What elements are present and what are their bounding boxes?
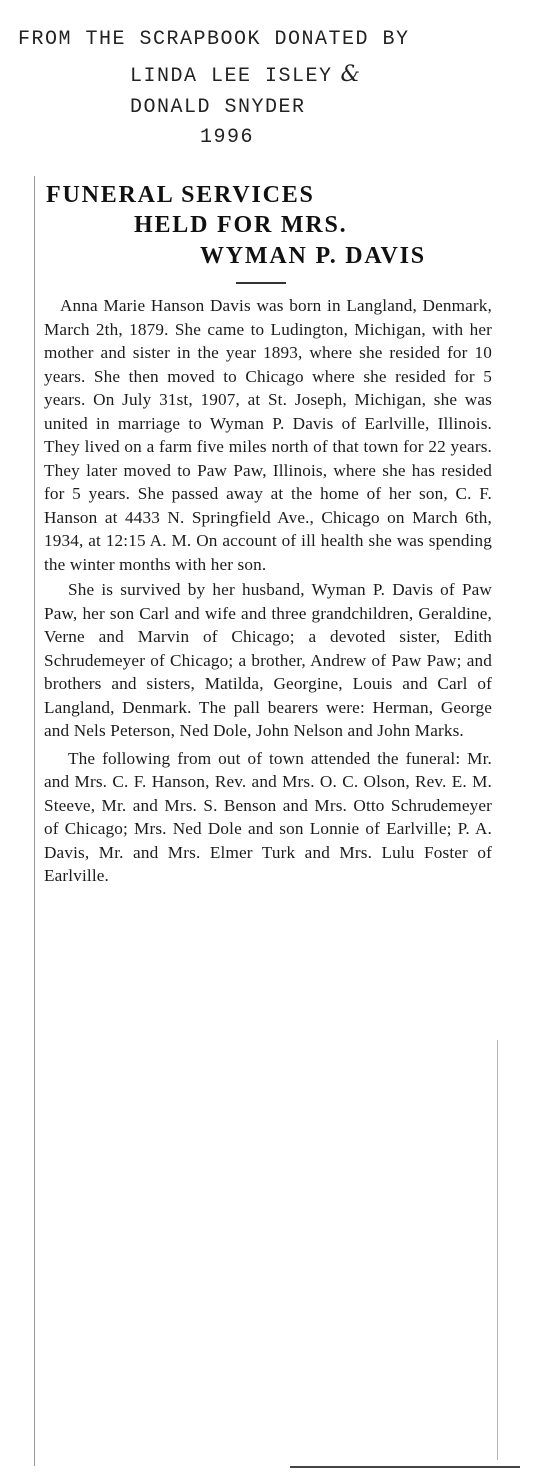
donor-name-1: LINDA LEE ISLEY [130,65,333,88]
article-paragraph-1: Anna Marie Hanson Davis was born in Langland, Denmark, March 2th, 1879. She came to Ludington, Michigan, with her mother and sister in the year 1893, where she resided for 10 years. She then moved to Chicago where she resided for 5 years. On July 31st, 1907, at St. Joseph, Michigan, she was united in marriage to Wyman P. Davis of Earlville, Illinois. They lived on a farm five miles north of that town for 22 years. They later moved to Paw Paw, Illinois, where she has resided for 5 years. She passed away at the home of her son, C. F. Hanson at 4433 N. Springfield Ave., Chicago on March 6th, 1934, at 12:15 A. M. On account of ill health she was spending the winter months with her son. [44,296,492,574]
headline-line-1: FUNERAL SERVICES [46,182,315,208]
obituary-article [44,294,492,888]
article-paragraph-3: The following from out of town attended the funeral: Mr. and Mrs. C. F. Hanson, Rev. and Mrs. O. C. Olson, Rev. E. M. Steeve, Mr. and Mrs. S. Benson and Mrs. Otto Schrudemeyer of Chicago; Mrs. Ned Dole and son Lonnie of Earlville; P. A. Davis, Mr. and Mrs. Elmer Turk and Mrs. Lulu Foster of Earlville. [44,748,492,885]
bottom-rule [290,1466,520,1468]
donation-line-3: DONALD SNYDER [130,96,306,119]
donation-note [0,0,552,165]
article-paragraph-2: She is survived by her husband, Wyman P. Davis of Paw Paw, her son Carl and wife and three grandchildren, Geraldine, Verne and Marvin of Chicago; a devoted sister, Edith Schrudemeyer of Chicago; a brother, Andrew of Paw Paw; and brothers and sisters, Matilda, Georgine, Louis and Carl of Langland, Denmark. The pall bearers were: Herman, George and Nels Peterson, Ned Dole, John Nelson and John Marks. [44,580,492,740]
ampersand-mark: & [340,62,362,87]
clipping-right-edge [497,1040,498,1460]
headline-divider [236,282,286,284]
donation-line-2 [130,62,362,88]
clipping-left-edge [34,176,35,1466]
headline-line-2: HELD FOR MRS. [134,212,348,238]
headline-line-3: WYMAN P. DAVIS [200,243,426,269]
donation-line-1: FROM THE SCRAPBOOK DONATED BY [18,28,410,51]
donation-year: 1996 [200,126,255,149]
